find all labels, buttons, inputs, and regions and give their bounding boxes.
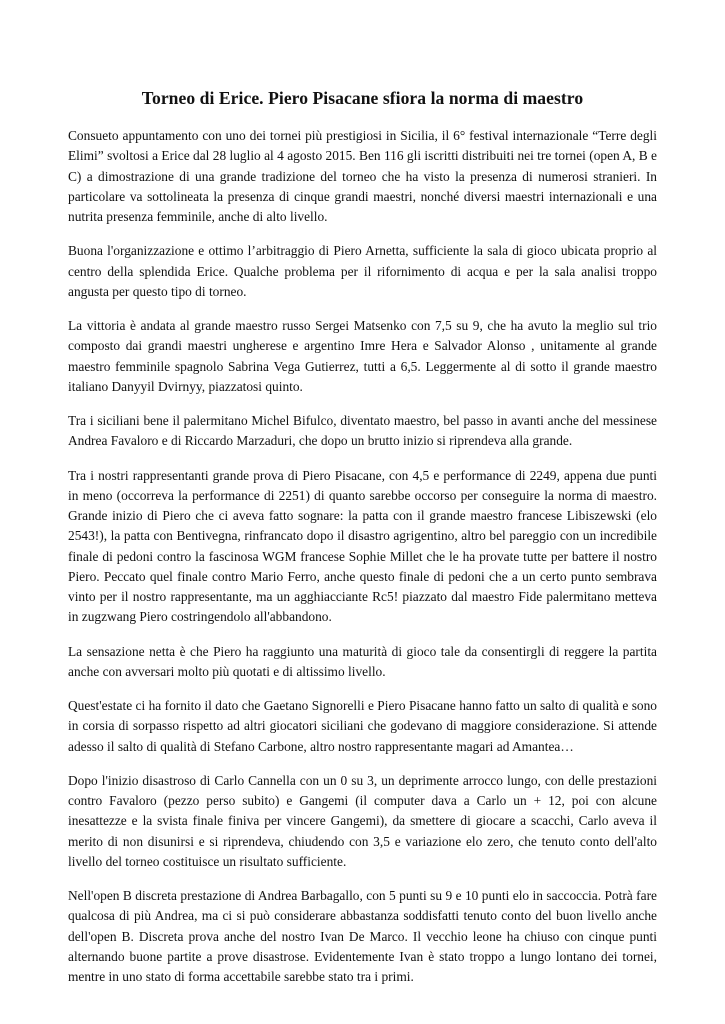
paragraph-summer: Quest'estate ci ha fornito il dato che Gaetano Signorelli e Piero Pisacane hanno fatto un salto di qualità e sono in corsia di sorpasso rispetto ad altri giocatori siciliani che godevano di maggiore considerazione. Si attende adesso il salto di qualità di Stefano Carbone, altro nostro rappresentante magari ad Amantea… xyxy=(68,698,657,754)
paragraph-maturity: La sensazione netta è che Piero ha raggiunto una maturità di gioco tale da consentirgli di reggere la partita anche con avversari molto più quotati e di altissimo livello. xyxy=(68,643,657,679)
paragraph-cannella: Dopo l'inizio disastroso di Carlo Cannella con un 0 su 3, un deprimente arrocco lungo, con delle prestazioni contro Favaloro (pezzo perso subito) e Gangemi (il computer dava a Carlo un + 12, poi con alcune inesattezze e la svista finale finiva per vincere Gangemi), da smettere di giocare a scacchi, Carlo aveva il merito di non disunirsi e si riprendeva, chiudendo con 3,5 e variazione elo zero, che tenuto conto dell'alto livello del torneo costituisce un risultato sufficiente. xyxy=(68,772,657,869)
paragraph-intro: Consueto appuntamento con uno dei tornei più prestigiosi in Sicilia, il 6° festival internazionale “Terre degli Elimi” svoltosi a Erice dal 28 luglio al 4 agosto 2015. Ben 116 gli iscritti distribuiti nei tre tornei (open A, B e C) a dimostrazione di una grande tradizione del torneo che ha visto la presenza di numerosi stranieri. In particolare va sottolineata la presenza di cinque grandi maestri, nonché diversi maestri internazionali e una nutrita presenza femminile, anche di alto livello. xyxy=(68,128,657,224)
paragraph-organization: Buona l'organizzazione e ottimo l’arbitraggio di Piero Arnetta, sufficiente la sala di gioco ubicata proprio al centro della splendida Erice. Qualche problema per il rifornimento di acqua e per la sala analisi troppo angusta per questo tipo di torneo. xyxy=(68,243,657,299)
article-title: Torneo di Erice. Piero Pisacane sfiora la norma di maestro xyxy=(141,88,584,108)
paragraph-winner: La vittoria è andata al grande maestro russo Sergei Matsenko con 7,5 su 9, che ha avuto la meglio sul trio composto dai grandi maestri ungherese e argentino Imre Hera e Salvador Alonso , unitamente al grande maestro femminile spagnolo Sabrina Vega Gutierrez, tutti a 6,5. Leggermente al di sotto il grande maestro italiano Danyyil Dvirnyy, piazzatosi quinto. xyxy=(68,318,657,394)
paragraph-sicilians: Tra i siciliani bene il palermitano Michel Bifulco, diventato maestro, bel passo in avanti anche del messinese Andrea Favaloro e di Riccardo Marzaduri, che dopo un brutto inizio si riprendeva alla grande. xyxy=(68,413,657,449)
paragraph-open-b: Nell'open B discreta prestazione di Andrea Barbagallo, con 5 punti su 9 e 10 punti elo in saccoccia. Potrà fare qualcosa di più Andrea, ma ci si può considerare abbastanza soddisfatti tenuto conto del buon livello anche dell'open B. Discreta prova anche del nostro Ivan De Marco. Il vecchio leone ha chiuso con cinque punti alternando buone partite a prove disastrose. Evidentemente Ivan è stato troppo a lungo lontano dei tornei, mentre in uno stato di forma accettabile sarebbe stato tra i primi. xyxy=(68,888,657,984)
paragraph-pisacane: Tra i nostri rappresentanti grande prova di Piero Pisacane, con 4,5 e performance di 2249, appena due punti in meno (occorreva la performance di 2251) di quanto sarebbe occorso per conseguire la norma di maestro. Grande inizio di Piero che ci aveva fatto sognare: la patta con il grande maestro francese Libiszewski (elo 2543!), la patta con Bentivegna, rinfrancato dopo il disastro agrigentino, altro bel pareggio con un incredibile finale di pedoni contro la fascinosa WGM francese Sophie Millet che le ha provate tutte per battere il nostro Piero. Peccato quel finale contro Mario Ferro, anche questo finale di pedoni che a un certo punto sembrava vinto per il nostro rappresentante, ma un agghiacciante Rc5! piazzato dal maestro Fide palermitano metteva in zugzwang Piero costringendolo all'abbandono. xyxy=(68,467,657,625)
